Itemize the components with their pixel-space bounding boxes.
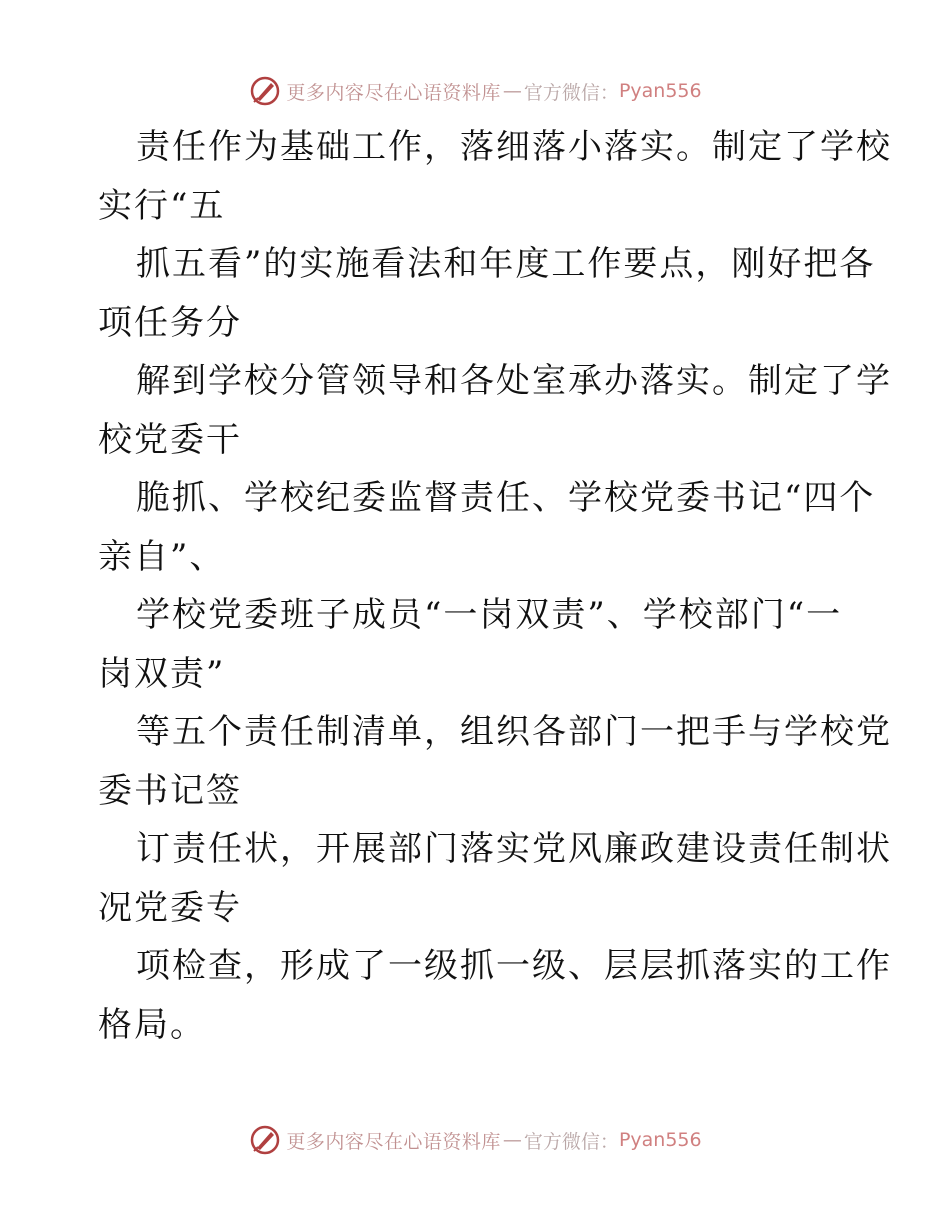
body-line: 订责任状，开展部门落实党风廉政建设责任制状 bbox=[136, 829, 892, 869]
header-watermark bbox=[0, 71, 950, 111]
body-line: 学校党委班子成员“一岗双责”、学校部门“一 bbox=[136, 595, 843, 635]
body-line: 况党委专 bbox=[98, 887, 242, 928]
pen-seal-icon bbox=[248, 1123, 282, 1157]
footer-watermark bbox=[0, 1120, 950, 1160]
document-body bbox=[98, 118, 892, 1054]
body-line: 责任作为基础工作，落细落小落实。制定了学校 bbox=[136, 127, 892, 167]
watermark-wechat-id: Pyan556 bbox=[618, 80, 702, 102]
pen-seal-icon bbox=[248, 74, 282, 108]
watermark-wechat-label: 官方微信： bbox=[523, 1130, 619, 1153]
body-line: 等五个责任制清单，组织各部门一把手与学校党 bbox=[136, 712, 892, 752]
body-line: 项检查，形成了一级抓一级、层层抓落实的工作 bbox=[136, 946, 892, 986]
watermark-site-text: 更多内容尽在心语资料库 bbox=[286, 1130, 501, 1153]
body-line: 亲自”、 bbox=[98, 536, 226, 577]
watermark-separator: — bbox=[502, 80, 522, 102]
body-line: 委书记签 bbox=[98, 770, 242, 811]
body-line: 格局。 bbox=[98, 1004, 206, 1045]
watermark-wechat-label: 官方微信： bbox=[523, 81, 619, 104]
watermark-site-text: 更多内容尽在心语资料库 bbox=[286, 81, 501, 104]
body-line: 脆抓、学校纪委监督责任、学校党委书记“四个 bbox=[136, 478, 876, 518]
body-line: 抓五看”的实施看法和年度工作要点，刚好把各 bbox=[136, 244, 876, 284]
body-line: 项任务分 bbox=[98, 302, 242, 343]
body-line: 实行“五 bbox=[98, 185, 226, 226]
body-line: 校党委干 bbox=[98, 419, 242, 460]
body-line: 解到学校分管领导和各处室承办落实。制定了学 bbox=[136, 361, 892, 401]
watermark-wechat-id: Pyan556 bbox=[618, 1129, 702, 1151]
body-line: 岗双责” bbox=[98, 653, 226, 694]
watermark-separator: — bbox=[502, 1129, 522, 1151]
